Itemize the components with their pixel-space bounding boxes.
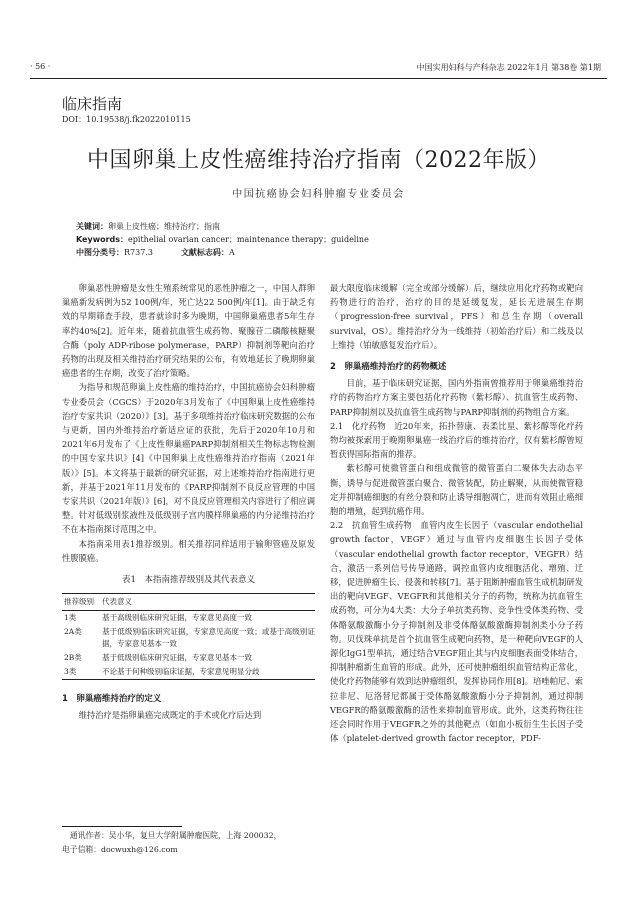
table-header-level: 推荐级别: [62, 594, 102, 611]
table-header-meaning: 代表意义: [102, 594, 315, 611]
table-cell-meaning: 基于低级别临床研究证据，专家意见基本一致: [102, 653, 252, 663]
heading-2: 2 卵巢癌维持治疗的药物概述: [330, 362, 447, 373]
right-column: [330, 281, 583, 746]
article-title: 中国卵巢上皮性癌维持治疗指南（2022年版）: [87, 148, 550, 173]
footnote-line-1: 通讯作者：吴小华，复旦大学附属肿瘤医院，上海 200032，: [69, 831, 282, 840]
right-paragraph-2: 目前，基于临床研究证据，国内外指南曾推荐用于卵巢癌维持治疗的药物治疗方案主要包括化疗药物（紫杉醇）、抗血管生成药物、PARP抑制剂以及抗血管生成药物与PARP抑制剂的药物组合方案。: [330, 378, 583, 417]
classification: [76, 246, 556, 259]
keywords-block: [76, 220, 556, 259]
table-row: [62, 665, 315, 680]
right-paragraph-4: 紫杉醇可使微管蛋白和组成微管的微管蛋白二聚体失去动态平衡，诱导与促进微管蛋白聚合、微管装配，防止解聚，从而使微管稳定并抑制癌细胞的有丝分裂和防止诱导细胞凋亡，进而有效阻止癌细胞的增殖，起到抗癌作用。: [330, 463, 583, 517]
author: 中国抗癌协会妇科肿瘤专业委员会: [232, 189, 405, 200]
table-row: [62, 651, 315, 665]
keywords-en-text: epithelial ovarian cancer；maintenance therapy；guideline: [128, 235, 369, 244]
keywords-cn: [76, 220, 556, 233]
footnote-line-2: 电子信箱：docwuxh@126.com: [62, 845, 178, 854]
keywords-cn-label: 关键词：: [76, 222, 108, 231]
table-row: [62, 625, 315, 651]
doc-value: A: [228, 248, 235, 257]
right-paragraph-3: 2.1 化疗药物 近20年来，拓扑替康、表柔比星、紫杉醇等化疗药物均被探索用于晚期卵巢癌一线治疗后的维持治疗，仅有紫杉醇曾短暂获得国际指南的推荐。: [330, 420, 583, 460]
keywords-en: [76, 233, 556, 246]
table-cell-meaning: 基于低级别临床研究证据，专家意见高度一致；或基于高级别证据，专家意见基本一致: [102, 627, 315, 649]
table-header-row: [62, 594, 315, 611]
doi: DOI：10.19538/j.fk2022010115: [62, 115, 191, 124]
left-paragraph-2: 为指导和规范卵巢上皮性癌的维持治疗，中国抗癌协会妇科肿瘤专业委员会（CGCS）于2020年3月发布了《中国卵巢上皮性癌维持治疗专家共识（2020）》[3]。基于多项维持治疗临床研究数据的公布与更新，国内外维持治疗新适应证的获批，先后于2020年10月和2021年6月发布了《上皮性卵巢癌PARP抑制剂相关生物标志物检测的中国专家共识》[4]《中国卵巢上皮性癌维持治疗指南（2021年版）》[5]。本文将基于最新的研究证据，对上述维持治疗指南进行更新，并基于2021年11月发布的《PARP抑制剂不良反应管理的中国专家共识（2021年版）》[6]，对不良反应管理相关内容进行了相应调整。针对低级别浆液性及低级别子宫内膜样卵巢癌的内分泌维持治疗不在本指南探讨范围之中。: [62, 382, 315, 535]
section-label: 临床指南: [62, 95, 123, 113]
table-cell-level: 3类: [62, 665, 102, 680]
class-value: R737.3: [124, 248, 153, 257]
left-paragraph-3: 本指南采用表1推荐级别。相关推荐同样适用于输卵管癌及原发性腹膜癌。: [62, 538, 315, 563]
table-cell-level: 1类: [64, 613, 77, 623]
footnote: [62, 829, 315, 857]
keywords-en-label: Keywords：: [76, 235, 129, 244]
left-paragraph-1: 卵巢恶性肿瘤是女性生殖系统常见的恶性肿瘤之一，中国人群卵巢癌新发病例为52 100例/年，死亡达22 500例/年[1]。由于缺乏有效的早期筛查手段，患者就诊时多为晚期，中国卵巢癌患者5年生存率约40%[2]。近年来，随着抗血管生成药物、聚腺苷二磷酸核糖聚合酶（poly ADP-ribose polymerase，PARP）抑制剂等靶向治疗药物的出现及相关维持治疗研究结果的公布，有效地延长了晚期卵巢癌患者的生存期，改变了治疗策略。: [62, 283, 315, 379]
footnote-rule: [62, 826, 182, 827]
table-cell-meaning: 不论基于何种级别临床证据，专家意见明显分歧: [102, 665, 315, 680]
table-row: [62, 611, 315, 626]
journal-header: 中国实用妇科与产科杂志 2022年1月 第38卷 第1期: [416, 63, 601, 72]
left-paragraph-4: 维持治疗是指卵巢癌完成既定的手术或化疗后达到: [78, 710, 262, 721]
keywords-cn-text: 卵巢上皮性癌；维持治疗；指南: [108, 222, 220, 231]
header-rule: [30, 78, 607, 79]
right-paragraph-5: 2.2 抗血管生成药物 血管内皮生长因子（vascular endothelial growth factor，VEGF）通过与血管内皮细胞生长因子受体（vascular endothelial growth factor receptor，VEGFR）结合，激活一系列信号传导通路，调控血管内皮细胞活化、增殖、迁移，促进肿瘤生长、侵袭和转移[7]。基于阻断肿瘤血管生成机制研发出的靶向VEGF、VEGFR和其他相关分子的药物，统称为抗血管生成药物，可分为4大类：大分子单抗类药物、竞争性受体类药物、受体酪氨酸激酶小分子抑制剂及非受体酪氨酸激酶抑制剂类小分子药物。贝伐珠单抗是首个抗血管生成靶向药物，是一种靶向VEGF的人源化IgG1型单抗，通过结合VEGF阻止其与内皮细胞表面受体结合，抑制肿瘤新生血管的形成。此外，还可使肿瘤组织血管结构正常化，使化疗药物能够有效到达肿瘤组织，发挥协同作用[8]。培唑帕尼、索拉非尼、厄洛替尼都属于受体酪氨酸激酶小分子抑制剂，通过抑制VEGFR的酪氨酸激酶的活性来抑制血管形成。此外，这类药物往往还会同时作用于VEGFR之外的其他靶点（如血小板衍生生长因子受体（platelet-derived growth factor receptor，PDF-: [330, 520, 583, 744]
doc-label: 文献标志码：: [180, 248, 229, 257]
right-paragraph-1: 最大限度临床缓解（完全或部分缓解）后，继续应用化疗药物或靶向药物进行的治疗，治疗的目的是延缓复发，延长无进展生存期（progression-free survival，PFS）和总生存期（overall survival，OS）。维持治疗分为一线维持（初始治疗后）和二线及以上维持（铂敏感复发治疗后）。: [330, 283, 583, 350]
left-column: [62, 281, 315, 723]
heading-1: 1 卵巢癌维持治疗的定义: [62, 694, 162, 705]
table-cell-level: 2B类: [64, 653, 82, 663]
page-number: · 56 ·: [30, 62, 51, 71]
class-label: 中图分类号：: [76, 248, 124, 257]
recommendation-table: [62, 593, 315, 680]
table-caption: 表1 本指南推荐级别及其代表意义: [122, 575, 255, 586]
table-cell-level: 2A类: [64, 627, 82, 637]
table-cell-meaning: 基于高级别临床研究证据，专家意见高度一致: [102, 613, 252, 623]
